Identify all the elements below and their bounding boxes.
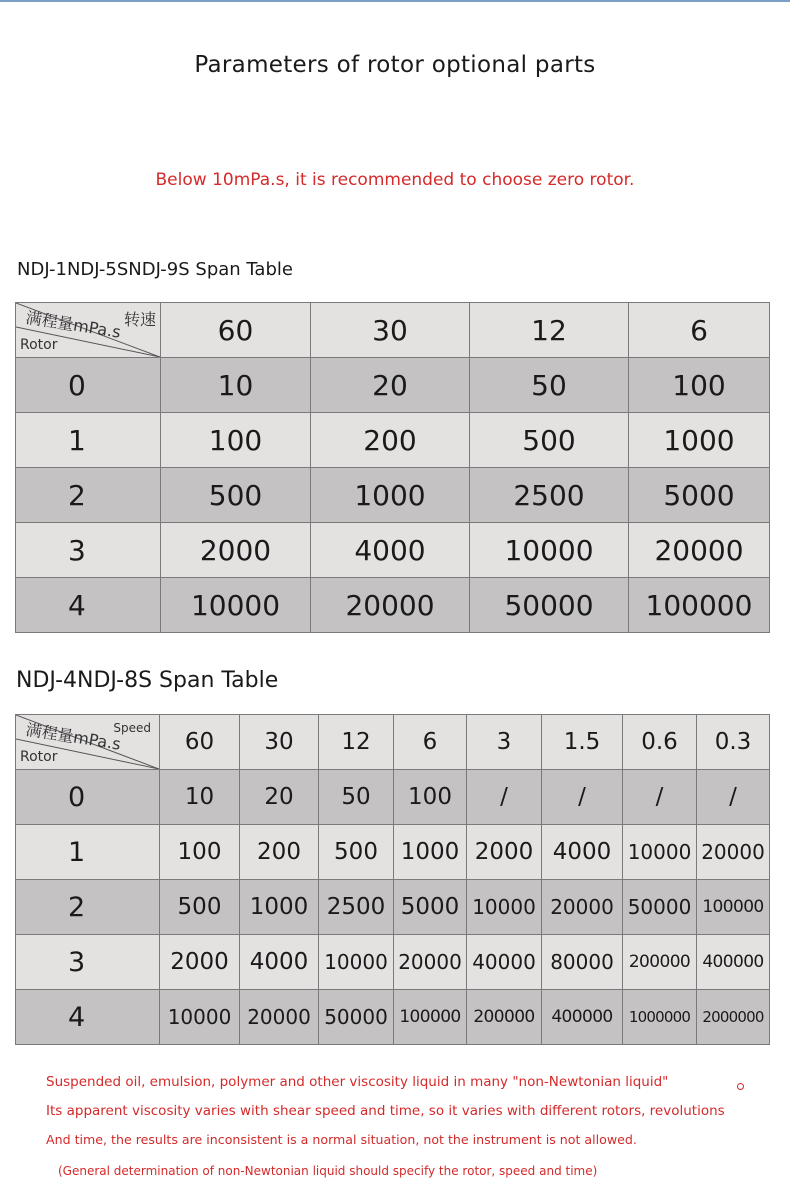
value-cell: 100 [629,358,770,413]
corner-rotor-label: Rotor [20,749,58,765]
note-line: And time, the results are inconsistent is a normal situation, not the instrument is not allowed. [46,1132,637,1147]
value-cell: 10 [161,358,311,413]
value-cell: 80000 [542,935,623,990]
value-cell: 100 [394,770,467,825]
value-cell: 10000 [161,578,311,633]
table-row [16,990,770,1045]
value-cell: 200 [240,825,319,880]
value-cell: 1000000 [623,990,697,1045]
value-cell: 1000 [240,880,319,935]
speed-cell: 12 [470,303,629,358]
table-row [16,935,770,990]
value-cell: 20000 [629,523,770,578]
value-cell: 100000 [697,880,770,935]
rotor-cell: 0 [16,770,160,825]
value-cell: 5000 [394,880,467,935]
value-cell: 400000 [697,935,770,990]
note-line: (General determination of non-Newtonian liquid should specify the rotor, speed and time) [58,1164,598,1178]
speed-cell: 30 [240,715,319,770]
rotor-cell: 0 [16,358,161,413]
circle-mark-icon [737,1083,744,1090]
value-cell: 20 [311,358,470,413]
value-cell: 2000 [161,523,311,578]
speed-cell: 3 [467,715,542,770]
value-cell: 500 [161,468,311,523]
value-cell: 1000 [629,413,770,468]
table2-caption: NDJ-4NDJ-8S Span Table [16,668,279,693]
span-table-2 [15,714,770,1045]
page-title: Parameters of rotor optional parts [194,52,596,78]
value-cell: 20 [240,770,319,825]
speed-cell: 60 [160,715,240,770]
speed-cell: 1.5 [542,715,623,770]
value-cell: 20000 [394,935,467,990]
table-row [16,578,770,633]
speed-cell: 0.3 [697,715,770,770]
value-cell: 100 [160,825,240,880]
value-cell: 2000 [467,825,542,880]
rotor-cell: 1 [16,825,160,880]
value-cell: 4000 [311,523,470,578]
rotor-cell: 3 [16,523,161,578]
value-cell: / [623,770,697,825]
corner-speed-label: Speed [113,721,151,735]
value-cell: 4000 [240,935,319,990]
value-cell: 20000 [697,825,770,880]
value-cell: / [542,770,623,825]
value-cell: 100000 [394,990,467,1045]
value-cell: 200000 [623,935,697,990]
value-cell: 200000 [467,990,542,1045]
speed-cell: 30 [311,303,470,358]
value-cell: 20000 [311,578,470,633]
value-cell: 400000 [542,990,623,1045]
note-line: Its apparent viscosity varies with shear speed and time, so it varies with different rotors, revolutions [46,1103,725,1119]
value-cell: 100000 [629,578,770,633]
span-table-1 [15,302,770,633]
corner-speed-label: 转速 [123,310,156,329]
speed-cell: 60 [161,303,311,358]
table-row [16,825,770,880]
speed-header-row [16,303,770,358]
value-cell: 500 [470,413,629,468]
corner-rotor-label: Rotor [20,337,58,353]
corner-unit-label: 满程量mPa.s [24,307,123,342]
table-row [16,770,770,825]
top-border [0,0,790,2]
value-cell: 50000 [319,990,394,1045]
table-row [16,523,770,578]
value-cell: 10000 [623,825,697,880]
speed-header-row [16,715,770,770]
note-line: Suspended oil, emulsion, polymer and other viscosity liquid in many "non-Newtonian liquid" [46,1074,669,1090]
value-cell: 2000 [160,935,240,990]
value-cell: / [467,770,542,825]
value-cell: 50 [319,770,394,825]
table-row [16,358,770,413]
value-cell: 500 [160,880,240,935]
value-cell: 2500 [470,468,629,523]
value-cell: 4000 [542,825,623,880]
value-cell: 2500 [319,880,394,935]
value-cell: / [697,770,770,825]
rotor-cell: 1 [16,413,161,468]
speed-cell: 6 [629,303,770,358]
rotor-cell: 4 [16,578,161,633]
value-cell: 10000 [160,990,240,1045]
corner-unit-label: 满程量mPa.s [24,719,123,754]
table-row [16,413,770,468]
value-cell: 50 [470,358,629,413]
value-cell: 2000000 [697,990,770,1045]
table-row [16,880,770,935]
value-cell: 10 [160,770,240,825]
value-cell: 200 [311,413,470,468]
table-row [16,468,770,523]
rotor-cell: 2 [16,468,161,523]
rotor-cell: 2 [16,880,160,935]
rotor-cell: 3 [16,935,160,990]
value-cell: 1000 [394,825,467,880]
value-cell: 10000 [470,523,629,578]
value-cell: 50000 [470,578,629,633]
value-cell: 40000 [467,935,542,990]
value-cell: 10000 [319,935,394,990]
zero-rotor-notice: Below 10mPa.s, it is recommended to choose zero rotor. [155,170,635,190]
value-cell: 50000 [623,880,697,935]
value-cell: 10000 [467,880,542,935]
value-cell: 20000 [240,990,319,1045]
header-corner-cell [16,715,160,770]
value-cell: 5000 [629,468,770,523]
header-corner-cell [16,303,161,358]
value-cell: 20000 [542,880,623,935]
speed-cell: 0.6 [623,715,697,770]
value-cell: 500 [319,825,394,880]
value-cell: 100 [161,413,311,468]
value-cell: 1000 [311,468,470,523]
speed-cell: 12 [319,715,394,770]
table1-caption: NDJ-1NDJ-5SNDJ-9S Span Table [17,259,293,280]
speed-cell: 6 [394,715,467,770]
rotor-cell: 4 [16,990,160,1045]
